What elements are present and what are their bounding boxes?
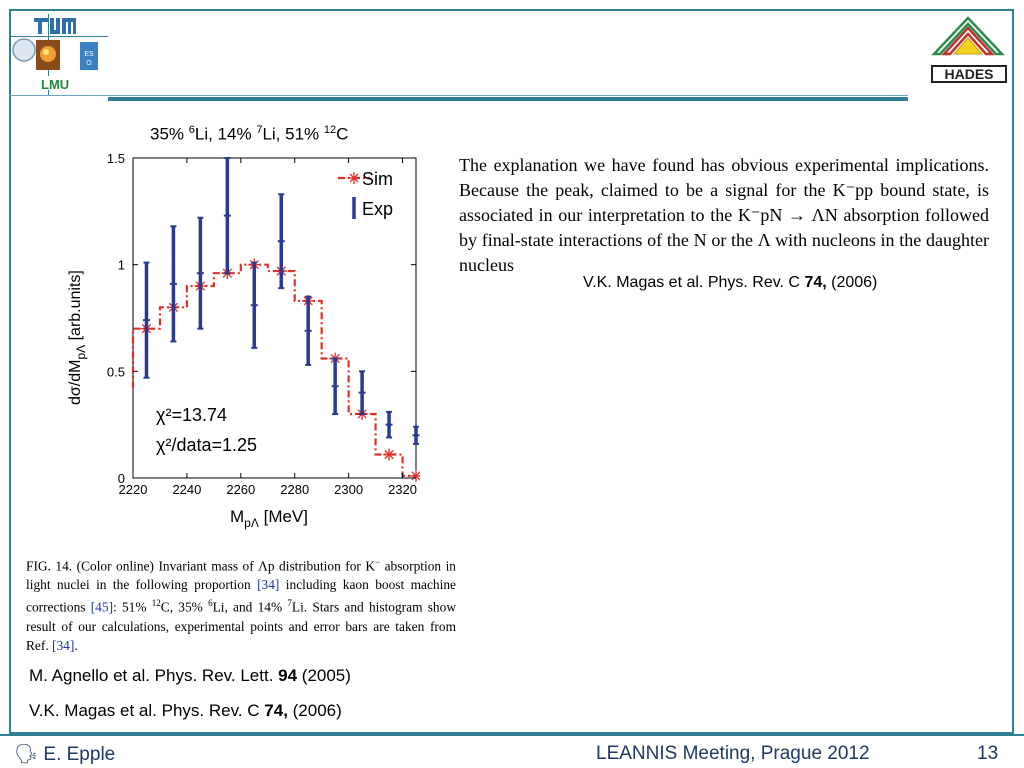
x-tick-label: 2240 — [172, 482, 202, 497]
university-seal-icon — [13, 39, 35, 61]
legend-exp-label: Exp — [362, 199, 394, 219]
quote-reference: V.K. Magas et al. Phys. Rev. C 74, (2006) — [583, 274, 878, 291]
svg-text:HADES: HADES — [944, 66, 994, 82]
svg-text:ES: ES — [84, 51, 94, 58]
svg-text:LMU: LMU — [41, 77, 70, 92]
institution-logos — [10, 14, 110, 96]
legend-sim-label: Sim — [362, 169, 393, 189]
lmu-logo — [40, 76, 69, 92]
x-tick-label: 2320 — [388, 482, 417, 497]
quote-text: The explanation we have found has obvious experimental implications. Because the peak, claimed to be a signal for the K⁻pp bound state, is associated in our interpretation to the K⁻pN → ΛN absorption followed by final-state interactions of the N or the Λ with nucleons in the daughter nucleus — [459, 155, 989, 275]
y-tick-label: 1 — [117, 257, 125, 273]
reference-agnello: M. Agnello et al. Phys. Rev. Lett. 94 (2005) — [29, 666, 351, 685]
footer-author: 🗣 E. Epple — [14, 744, 116, 765]
x-tick-label: 2220 — [118, 482, 148, 497]
tum-logo — [34, 18, 76, 34]
header-divider-thin — [10, 95, 908, 96]
chart-title: 35% $^6$Li, 14% $^7$Li, 51% $^{12}$C — [150, 124, 349, 144]
y-axis-label: $d\sigma/dM_{p\Lambda}$ [arb.units] — [67, 270, 88, 405]
svg-text:O: O — [86, 60, 92, 67]
footer-event: LEANNIS Meeting, Prague 2012 — [596, 743, 870, 764]
y-tick-label: 0.5 — [106, 364, 125, 380]
chi2-per-data-label: χ²/data=1.25 — [156, 435, 258, 455]
speaker-icon: 🗣 — [14, 744, 39, 765]
x-axis-label: $M_{p\Lambda}$ [MeV] — [230, 507, 308, 530]
y-tick-label: 0 — [117, 471, 125, 486]
y-tick-label: 1.5 — [106, 151, 125, 166]
hades-logo — [924, 14, 1012, 86]
x-tick-label: 2260 — [226, 482, 256, 497]
chi2-label: χ²=13.74 — [156, 405, 227, 425]
invariant-mass-plot — [60, 145, 420, 535]
header-divider — [108, 97, 908, 101]
footer-divider — [0, 734, 1024, 736]
reference-magas: V.K. Magas et al. Phys. Rev. C 74, (2006) — [29, 701, 342, 720]
figure-caption: FIG. 14. (Color online) Invariant mass of Λp distribution for K− absorption in light nuclei in the following proportion [34] including kaon boost machine corrections [45]: 51% $^{12}$C, 35% $^6$Li, and 14% $^7$Li. Stars and histogram show result of our calculations, experimental points and error bars are taken from Ref. [34]. — [26, 557, 456, 653]
page-number: 13 — [977, 743, 999, 764]
x-tick-label: 2280 — [280, 482, 310, 497]
x-tick-label: 2300 — [334, 482, 364, 497]
